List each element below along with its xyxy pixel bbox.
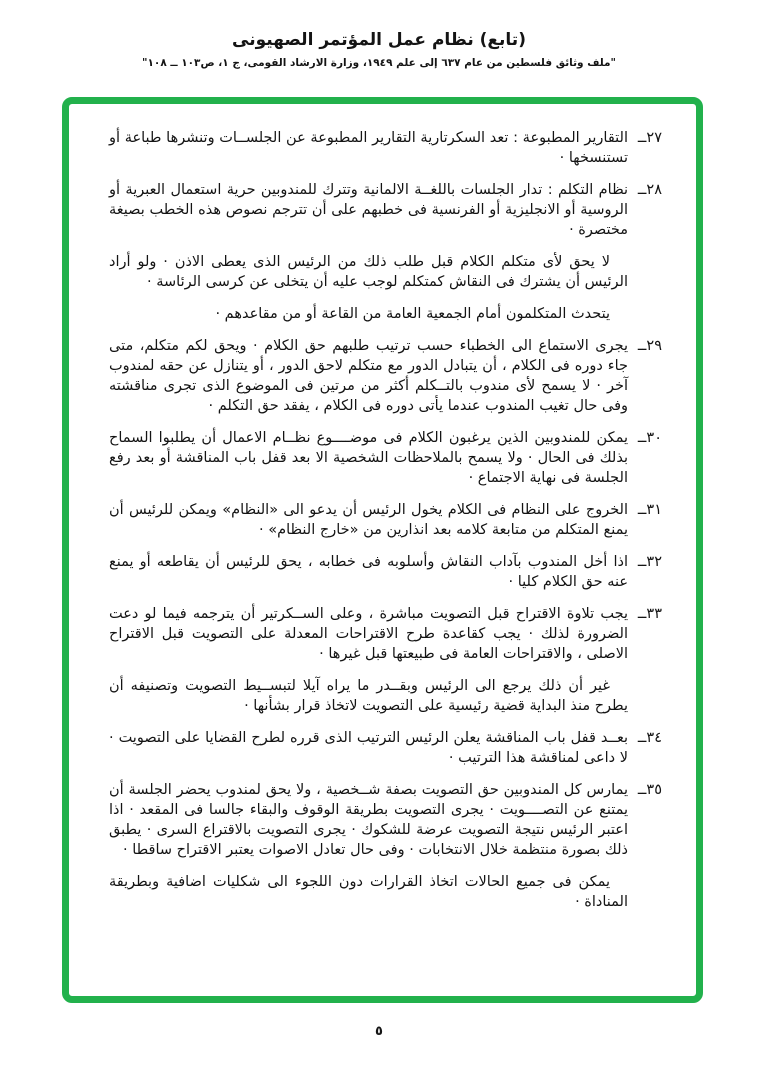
clause-35	[109, 780, 662, 860]
highlight-frame	[62, 97, 703, 1003]
clause-32-text: اذا أخل المندوب بآداب النقاش وأسلوبه فى خطابه ، يحق للرئيس أن يقاطعه أو يمنع عنه حق الكلام كليا ·	[109, 554, 628, 590]
document-source-citation: "ملف وثائق فلسطين من عام ٦٣٧ إلى علم ١٩٤٩، وزارة الارشاد القومى، ج ١، ص١٠٣ ــ ١٠٨"	[142, 57, 616, 69]
clause-30-text: يمكن للمندوبين الذين يرغبون الكلام فى موضــــوع نظــام الاعمال أن يطلبوا السماح بذلك فى الحال · ولا يسمح بالملاحظات الشخصية الا بعد قفل باب المناقشة أو بعد رفع الجلسة فى نهاية الاجتماع ·	[109, 430, 628, 486]
clause-31-number: ٣١ــ	[637, 502, 662, 518]
paragraph-speaking-permission: لا يحق لأى متكلم الكلام قبل طلب ذلك من الرئيس الذى يعطى الاذن · ولو أراد الرئيس أن يشترك فى النقاش كمتكلم لوجب عليه أن يتخلى عن كرسى الرئاسة ·	[109, 254, 628, 290]
clause-27-number: ٢٧ــ	[637, 130, 662, 146]
clause-32-number: ٣٢ــ	[637, 554, 662, 570]
clause-31	[109, 500, 662, 540]
page-number: ٥	[375, 1024, 383, 1039]
document-body	[69, 104, 696, 912]
clause-31-text: الخروج على النظام فى الكلام يخول الرئيس أن يدعو الى «النظام» ويمكن للرئيس أن يمنع المتكلم من متابعة كلامه بعد انذارين من «خارج النظام» ·	[109, 502, 628, 538]
paragraph-speakers-location: يتحدث المتكلمون أمام الجمعية العامة من القاعة أو من مقاعدهم ·	[215, 306, 610, 322]
clause-32	[109, 552, 662, 592]
clause-29	[109, 336, 662, 416]
clause-33-number: ٣٣ــ	[637, 606, 662, 622]
document-title: (تابع) نظام عمل المؤتمر الصهيونى	[232, 30, 526, 50]
clause-27-text: التقارير المطبوعة : تعد السكرتارية التقارير المطبوعة عن الجلســات وتنشرها طباعة أو تستنسخها ·	[109, 130, 628, 166]
clause-29-text: يجرى الاستماع الى الخطباء حسب ترتيب طلبهم حق الكلام · ويحق لكم متكلم، متى جاء دوره فى الكلام ، أن يتبادل الدور مع متكلم لاحق الدور ، أو يتنازل عن حقه لمندوب آخر · لا يسمح لأى مندوب بالتــكلم أكثر من مرتين فى الموضوع الذى تجرى مناقشته وفى حال تغيب المندوب عندما يأتى دوره فى الكلام ، يفقد حق التكلم ·	[109, 338, 628, 414]
clause-35-number: ٣٥ــ	[637, 782, 662, 798]
clause-28-number: ٢٨ــ	[637, 182, 662, 198]
paragraph-voting-simplification: غير أن ذلك يرجع الى الرئيس وبقــدر ما يراه آيلا لتبســيط التصويت وتصنيفه أن يطرح منذ البداية قضية رئيسية على التصويت لاتخاذ قرار بشأنها ·	[109, 678, 628, 714]
clause-28-text: نظام التكلم : تدار الجلسات باللغــة الالمانية وتترك للمندوبين حرية استعمال العبرية أو الروسية أو الانجليزية أو الفرنسية فى خطبهم على أن تترجم نصوص هذه الخطب بصيغة مختصرة ·	[109, 182, 628, 238]
document-header	[0, 30, 758, 69]
clause-34-number: ٣٤ــ	[637, 730, 662, 746]
clause-28	[109, 180, 662, 240]
clause-30	[109, 428, 662, 488]
clause-33	[109, 604, 662, 664]
clause-27	[109, 128, 662, 168]
clause-29-number: ٢٩ــ	[637, 338, 662, 354]
clause-34	[109, 728, 662, 768]
clause-35-text: يمارس كل المندوبين حق التصويت بصفة شــخصية ، ولا يحق لمندوب يحضر الجلسة أن يمتنع عن التصــــويت · يجرى التصويت بطريقة الوقوف والبقاء جالسا فى المقعد · اذا اعتبر الرئيس نتيجة التصويت عرضة للشكوك · يجرى التصويت بالاقتراع السرى · يطبق ذلك بصورة منتظمة خلال الانتخابات · وفى حال تعادل الاصوات يعتبر الاقتراح ساقطا ·	[109, 782, 628, 858]
clause-34-text: بعــد قفل باب المناقشة يعلن الرئيس الترتيب الذى قرره لطرح القضايا على التصويت · لا داعى لمناقشة هذا الترتيب ·	[109, 730, 628, 766]
clause-33-text: يجب تلاوة الاقتراح قبل التصويت مباشرة ، وعلى الســكرتير أن يترجمه فيما لو دعت الضرورة لذلك · يجب كقاعدة طرح الاقتراحات المعدلة على التصويت قبل الاقتراح الاصلى ، والاقتراحات العامة فى طبيعتها قبل غيرها ·	[109, 606, 628, 662]
paragraph-decisions-by-acclamation: يمكن فى جميع الحالات اتخاذ القرارات دون اللجوء الى شكليات اضافية وبطريقة المناداة ·	[109, 874, 628, 910]
clause-30-number: ٣٠ــ	[637, 430, 662, 446]
